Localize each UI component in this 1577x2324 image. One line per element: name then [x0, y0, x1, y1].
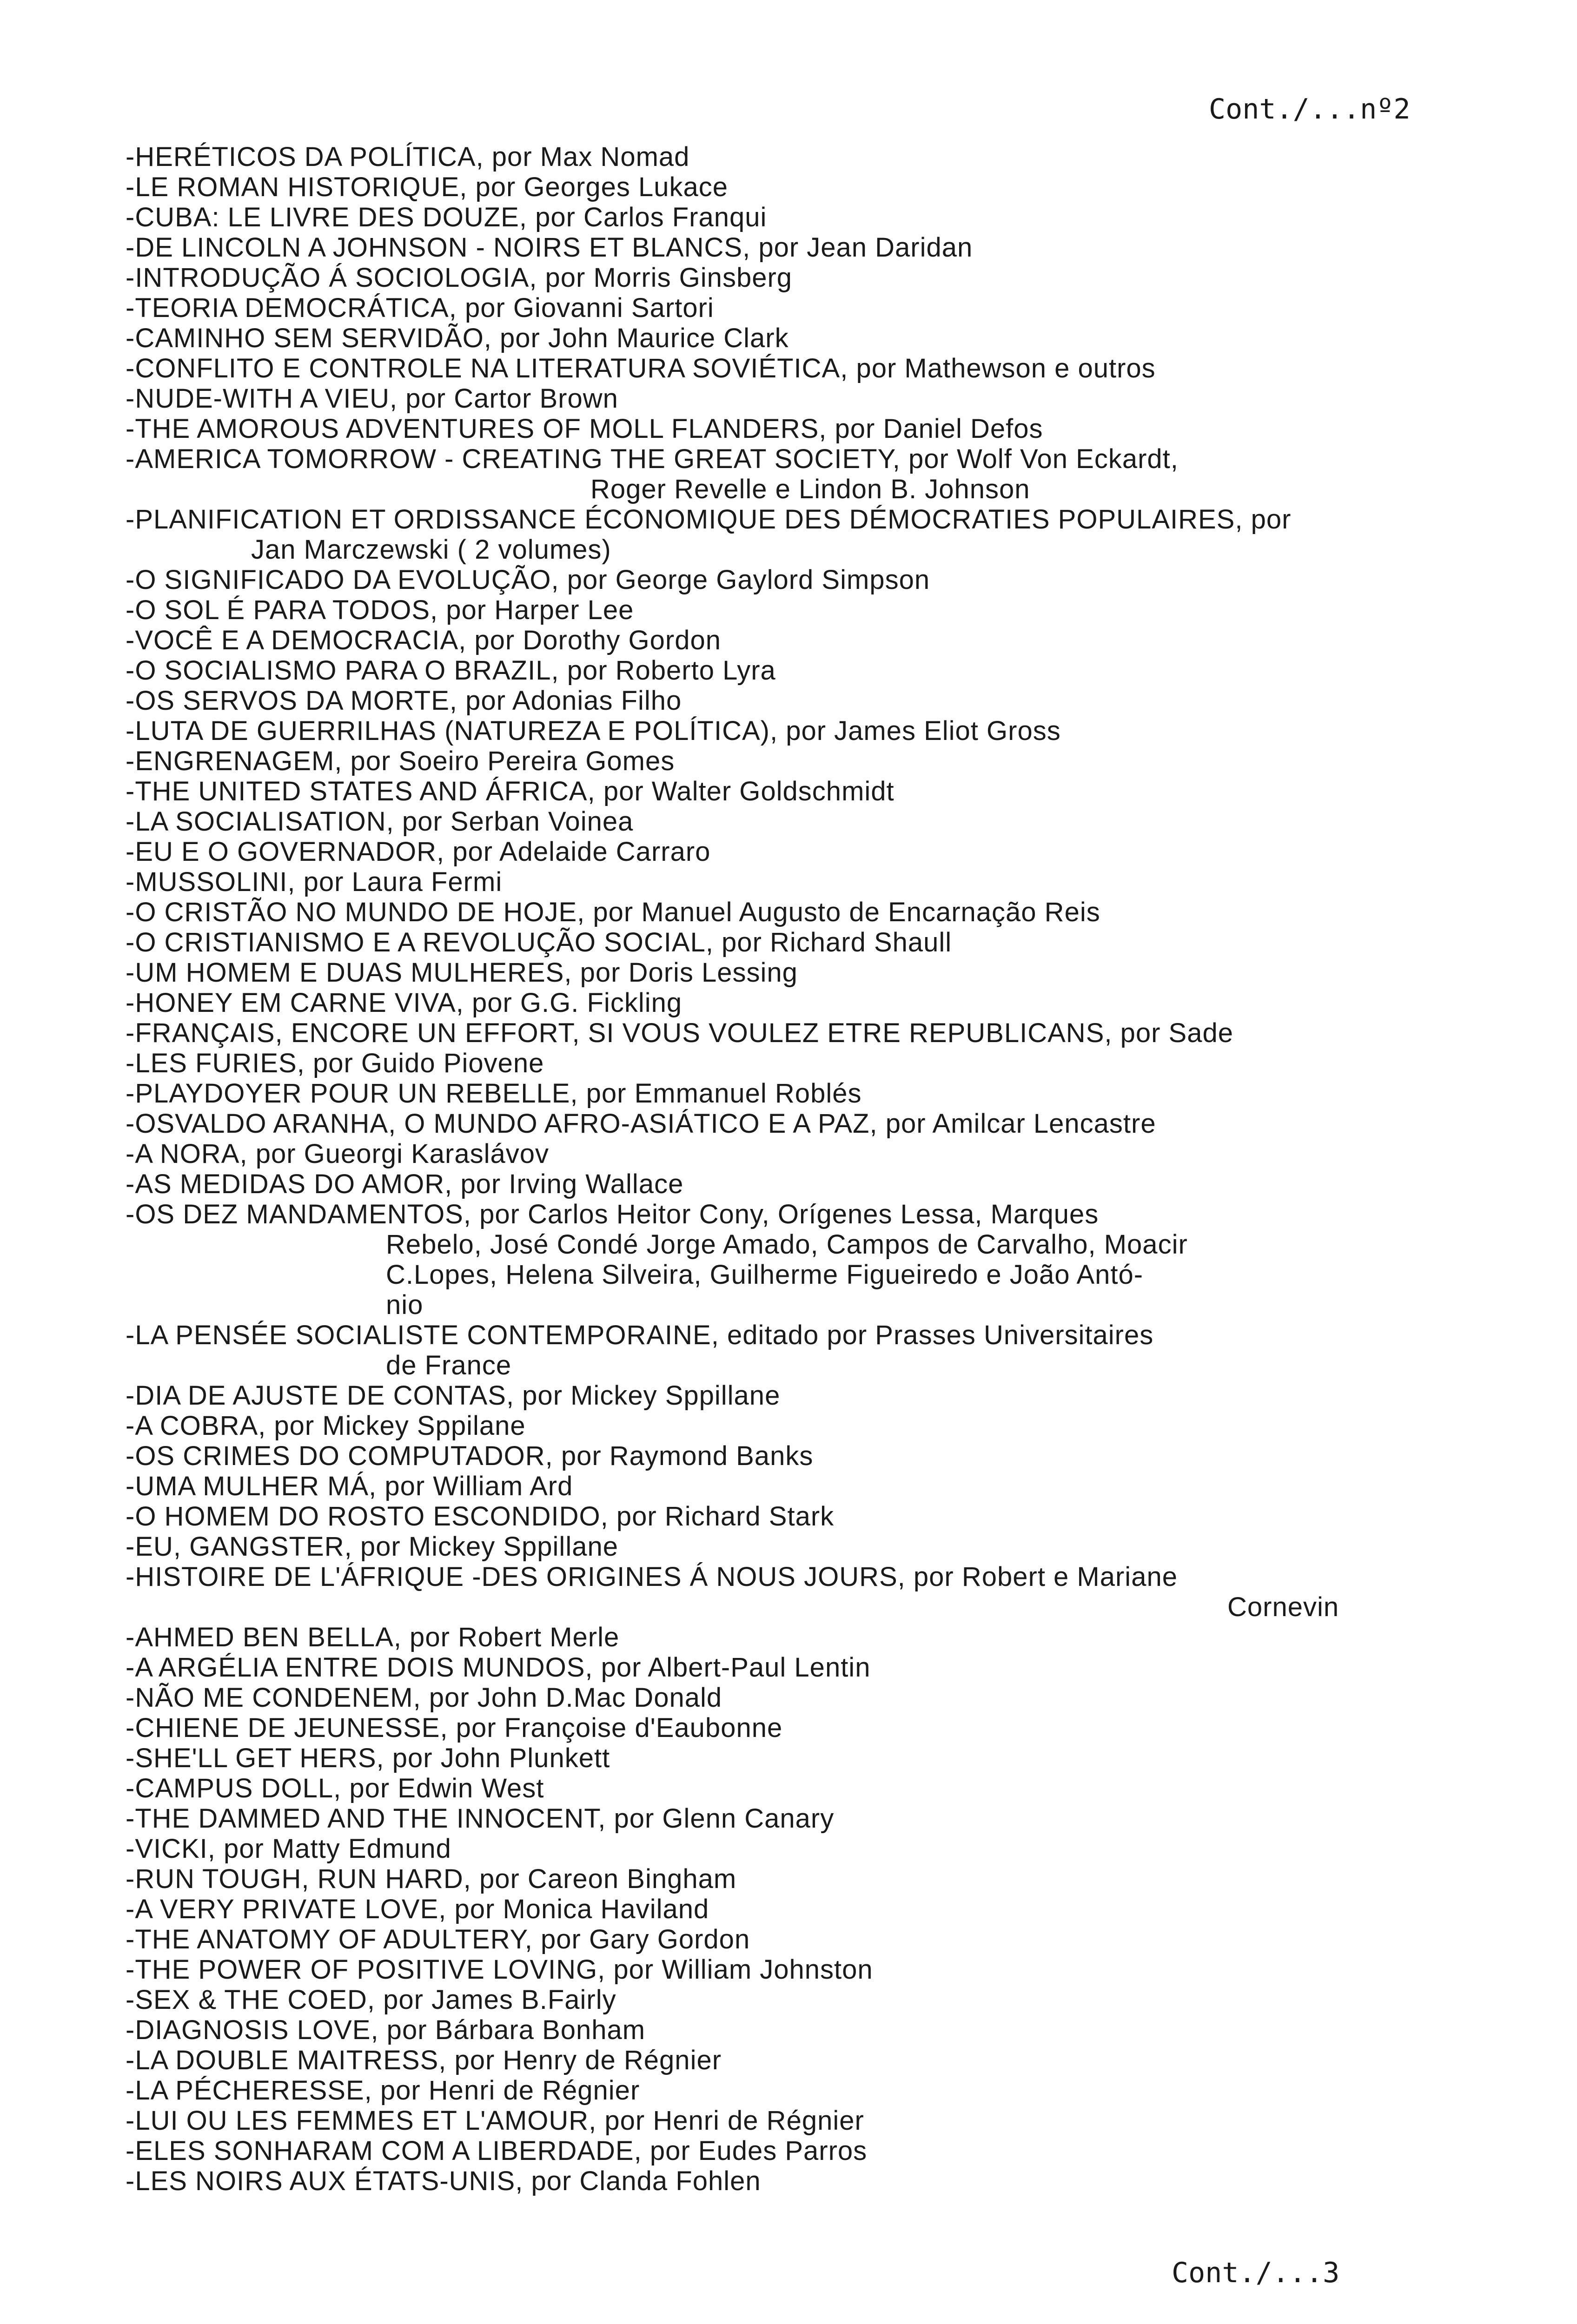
book-entry-title: -OS CRIMES DO COMPUTADOR, por Raymond Banks — [126, 1441, 814, 1471]
book-entry — [126, 565, 1520, 595]
book-entry-title: -CONFLITO E CONTROLE NA LITERATURA SOVIÉTICA, por Mathewson e outros — [126, 353, 1156, 383]
book-entry-title: -A COBRA, por Mickey Sppilane — [126, 1411, 526, 1441]
book-entry-title: -CAMINHO SEM SERVIDÃO, por John Maurice Clark — [126, 323, 789, 353]
book-entry — [126, 716, 1520, 746]
book-entry-title: -O CRISTÃO NO MUNDO DE HOJE, por Manuel Augusto de Encarnação Reis — [126, 897, 1100, 927]
book-entry-title: -A ARGÉLIA ENTRE DOIS MUNDOS, por Albert-Paul Lentin — [126, 1652, 871, 1683]
book-entry-title: -A VERY PRIVATE LOVE, por Monica Haviland — [126, 1894, 709, 1924]
book-entry-title: -AMERICA TOMORROW - CREATING THE GREAT SOCIETY, por Wolf Von Eckardt, — [126, 444, 1179, 474]
book-entry — [126, 2075, 1520, 2106]
book-entry-title: -LUI OU LES FEMMES ET L'AMOUR, por Henri de Régnier — [126, 2106, 864, 2136]
book-entry-title: -PLAYDOYER POUR UN REBELLE, por Emmanuel Roblés — [126, 1078, 862, 1109]
page-continuation-header: Cont./...nº2 — [1209, 93, 1411, 125]
book-entry-title: -LES FURIES, por Guido Piovene — [126, 1048, 544, 1078]
book-entry-continuation: Jan Marczewski ( 2 volumes) — [251, 535, 611, 565]
book-entry-title: -THE AMOROUS ADVENTURES OF MOLL FLANDERS, por Daniel Defos — [126, 414, 1043, 444]
book-entry-title: -A NORA, por Gueorgi Karaslávov — [126, 1139, 550, 1169]
book-entry — [126, 595, 1520, 625]
book-entry-continuation: Roger Revelle e Lindon B. Johnson — [590, 474, 1030, 504]
book-entry — [126, 1894, 1520, 1924]
book-entry — [126, 837, 1520, 867]
book-entry — [126, 1501, 1520, 1532]
book-entry-title: -EU E O GOVERNADOR, por Adelaide Carraro — [126, 837, 711, 867]
book-entry — [126, 1441, 1520, 1471]
book-entry — [126, 1562, 1520, 1622]
book-entry-title: -INTRODUÇÃO Á SOCIOLOGIA, por Morris Ginsberg — [126, 263, 793, 293]
book-entry-title: -HONEY EM CARNE VIVA, por G.G. Fickling — [126, 988, 682, 1018]
book-entry-title: -THE DAMMED AND THE INNOCENT, por Glenn Canary — [126, 1803, 835, 1834]
book-entry-title: -O SOCIALISMO PARA O BRAZIL, por Roberto Lyra — [126, 655, 776, 686]
book-entry — [126, 1985, 1520, 2015]
book-entry-continuation: Cornevin — [1227, 1592, 1339, 1622]
book-entry — [126, 414, 1520, 444]
book-entry-title: -LA DOUBLE MAITRESS, por Henry de Régnier — [126, 2045, 722, 2075]
page-continuation-footer: Cont./...3 — [1172, 2257, 1340, 2289]
book-entry — [126, 1471, 1520, 1501]
book-entry-title: -VICKI, por Matty Edmund — [126, 1834, 451, 1864]
book-entry — [126, 1864, 1520, 1894]
book-entry-title: -CAMPUS DOLL, por Edwin West — [126, 1773, 544, 1803]
book-entry-continuation: Rebelo, José Condé Jorge Amado, Campos de Carvalho, Moacir — [386, 1229, 1188, 1260]
book-entry-title: -PLANIFICATION ET ORDISSANCE ÉCONOMIQUE DES DÉMOCRATIES POPULAIRES, por — [126, 504, 1292, 535]
book-entry-title: -NUDE-WITH A VIEU, por Cartor Brown — [126, 383, 618, 414]
book-entry — [126, 1169, 1520, 1199]
book-entry-title: -HERÉTICOS DA POLÍTICA, por Max Nomad — [126, 142, 690, 172]
book-entry-title: -LES NOIRS AUX ÉTATS-UNIS, por Clanda Fohlen — [126, 2166, 761, 2196]
book-entry-continuation: nio — [386, 1290, 424, 1320]
book-entry — [126, 1048, 1520, 1078]
book-entry-title: -MUSSOLINI, por Laura Fermi — [126, 867, 503, 897]
book-entry — [126, 957, 1520, 988]
book-entry — [126, 444, 1520, 504]
book-entry — [126, 1773, 1520, 1803]
book-entry — [126, 1018, 1520, 1048]
book-entry-title: -VOCÊ E A DEMOCRACIA, por Dorothy Gordon — [126, 625, 721, 655]
book-entry — [126, 1622, 1520, 1652]
book-entry-title: -OS DEZ MANDAMENTOS, por Carlos Heitor Cony, Orígenes Lessa, Marques — [126, 1199, 1099, 1229]
book-entry — [126, 263, 1520, 293]
book-entry-title: -O HOMEM DO ROSTO ESCONDIDO, por Richard Stark — [126, 1501, 835, 1532]
book-entry-continuation: C.Lopes, Helena Silveira, Guilherme Figueiredo e João Antó- — [386, 1260, 1144, 1290]
book-entry — [126, 988, 1520, 1018]
book-entry — [126, 1652, 1520, 1683]
book-entry — [126, 353, 1520, 383]
book-entry — [126, 806, 1520, 837]
book-entry — [126, 2015, 1520, 2045]
book-entry-title: -CUBA: LE LIVRE DES DOUZE, por Carlos Franqui — [126, 202, 767, 232]
book-entry — [126, 504, 1520, 565]
book-entry-title: -DIAGNOSIS LOVE, por Bárbara Bonham — [126, 2015, 646, 2045]
book-entry-title: -NÃO ME CONDENEM, por John D.Mac Donald — [126, 1683, 722, 1713]
book-entry — [126, 202, 1520, 232]
book-entry-title: -LE ROMAN HISTORIQUE, por Georges Lukace — [126, 172, 729, 202]
book-entry-title: -FRANÇAIS, ENCORE UN EFFORT, SI VOUS VOULEZ ETRE REPUBLICANS, por Sade — [126, 1018, 1234, 1048]
book-entry-title: -UM HOMEM E DUAS MULHERES, por Doris Lessing — [126, 957, 798, 988]
book-entry — [126, 172, 1520, 202]
book-entry — [126, 897, 1520, 927]
book-entry-title: -SEX & THE COED, por James B.Fairly — [126, 1985, 616, 2015]
book-entry-continuation: de France — [386, 1350, 512, 1380]
book-list — [126, 142, 1520, 2196]
book-entry — [126, 232, 1520, 263]
book-entry-title: -AS MEDIDAS DO AMOR, por Irving Wallace — [126, 1169, 684, 1199]
book-entry — [126, 1078, 1520, 1109]
book-entry-title: -AHMED BEN BELLA, por Robert Merle — [126, 1622, 620, 1652]
book-entry — [126, 1743, 1520, 1773]
book-entry-title: -LUTA DE GUERRILHAS (NATUREZA E POLÍTICA), por James Eliot Gross — [126, 716, 1061, 746]
book-entry — [126, 1683, 1520, 1713]
book-entry-title: -ENGRENAGEM, por Soeiro Pereira Gomes — [126, 746, 675, 776]
book-entry — [126, 1954, 1520, 1985]
book-entry-title: -O SIGNIFICADO DA EVOLUÇÃO, por George Gaylord Simpson — [126, 565, 930, 595]
book-entry-title: -OSVALDO ARANHA, O MUNDO AFRO-ASIÁTICO E A PAZ, por Amilcar Lencastre — [126, 1109, 1156, 1139]
book-entry — [126, 2136, 1520, 2166]
book-entry — [126, 927, 1520, 957]
book-entry-title: -LA PENSÉE SOCIALISTE CONTEMPORAINE, editado por Prasses Universitaires — [126, 1320, 1154, 1350]
book-entry-title: -UMA MULHER MÁ, por William Ard — [126, 1471, 573, 1501]
book-entry — [126, 2106, 1520, 2136]
book-entry-title: -HISTOIRE DE L'ÁFRIQUE -DES ORIGINES Á NOUS JOURS, por Robert e Mariane — [126, 1562, 1178, 1592]
book-entry — [126, 776, 1520, 806]
book-entry-title: -DIA DE AJUSTE DE CONTAS, por Mickey Sppillane — [126, 1380, 781, 1411]
book-entry-title: -LA PÉCHERESSE, por Henri de Régnier — [126, 2075, 640, 2106]
book-entry-title: -RUN TOUGH, RUN HARD, por Careon Bingham — [126, 1864, 737, 1894]
book-entry-title: -SHE'LL GET HERS, por John Plunkett — [126, 1743, 610, 1773]
book-entry — [126, 1713, 1520, 1743]
book-entry-title: -EU, GANGSTER, por Mickey Sppillane — [126, 1532, 618, 1562]
book-entry — [126, 383, 1520, 414]
book-entry — [126, 293, 1520, 323]
book-entry — [126, 1803, 1520, 1834]
book-entry-title: -TEORIA DEMOCRÁTICA, por Giovanni Sartori — [126, 293, 714, 323]
book-entry — [126, 323, 1520, 353]
book-entry-title: -OS SERVOS DA MORTE, por Adonias Filho — [126, 686, 682, 716]
book-entry-title: -CHIENE DE JEUNESSE, por Françoise d'Eaubonne — [126, 1713, 783, 1743]
book-entry — [126, 1320, 1520, 1380]
book-entry — [126, 655, 1520, 686]
book-entry — [126, 1139, 1520, 1169]
book-entry-title: -O CRISTIANISMO E A REVOLUÇÃO SOCIAL, por Richard Shaull — [126, 927, 952, 957]
book-entry — [126, 625, 1520, 655]
book-entry — [126, 1411, 1520, 1441]
book-entry-title: -THE UNITED STATES AND ÁFRICA, por Walter Goldschmidt — [126, 776, 895, 806]
book-entry — [126, 686, 1520, 716]
book-entry-title: -DE LINCOLN A JOHNSON - NOIRS ET BLANCS, por Jean Daridan — [126, 232, 973, 263]
book-entry-title: -O SOL É PARA TODOS, por Harper Lee — [126, 595, 634, 625]
book-entry — [126, 2166, 1520, 2196]
book-entry — [126, 746, 1520, 776]
book-entry — [126, 1199, 1520, 1320]
book-entry — [126, 2045, 1520, 2075]
book-entry — [126, 1109, 1520, 1139]
book-entry — [126, 142, 1520, 172]
book-entry-title: -ELES SONHARAM COM A LIBERDADE, por Eudes Parros — [126, 2136, 868, 2166]
book-entry — [126, 1380, 1520, 1411]
book-entry — [126, 1532, 1520, 1562]
book-entry-title: -LA SOCIALISATION, por Serban Voinea — [126, 806, 634, 837]
book-entry — [126, 1834, 1520, 1864]
book-entry — [126, 867, 1520, 897]
book-entry-title: -THE POWER OF POSITIVE LOVING, por William Johnston — [126, 1954, 873, 1985]
book-entry-title: -THE ANATOMY OF ADULTERY, por Gary Gordon — [126, 1924, 750, 1954]
book-entry — [126, 1924, 1520, 1954]
